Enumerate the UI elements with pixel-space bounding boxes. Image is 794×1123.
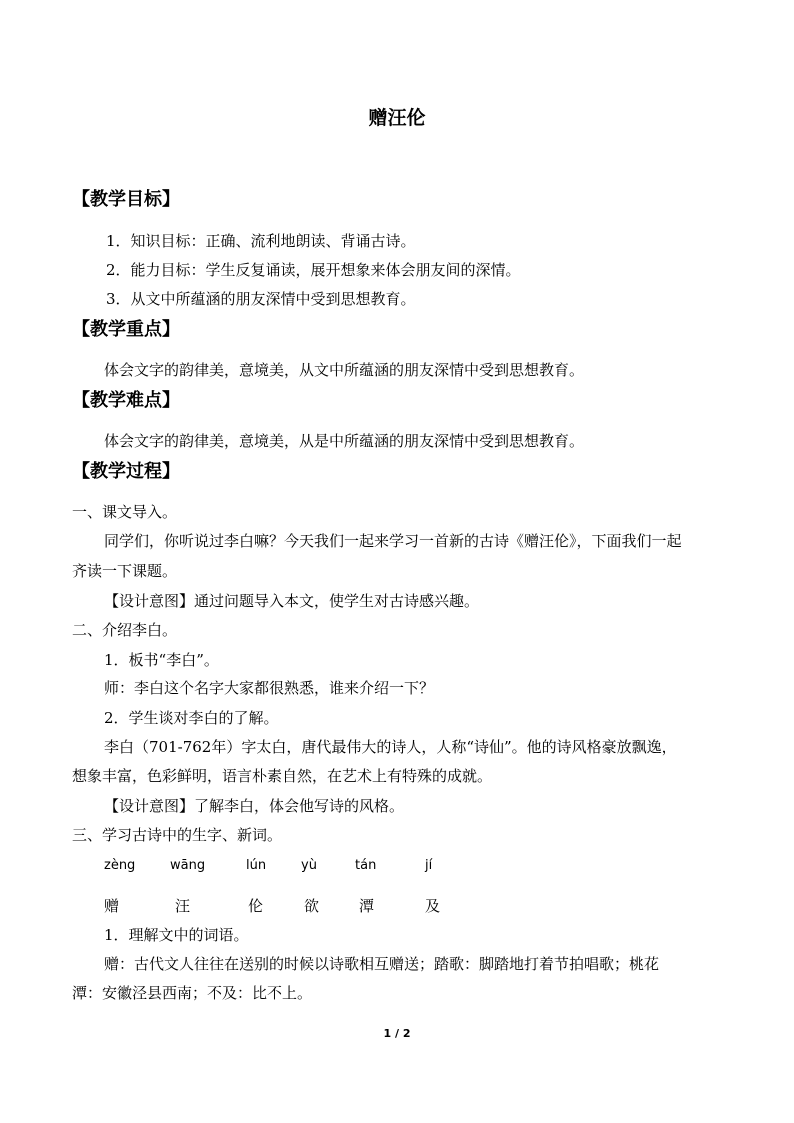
goal-item-1: 1．知识目标：正确、流利地朗读、背诵古诗。 bbox=[106, 232, 416, 250]
part1-design-intent: 【设计意图】通过问题导入本文，使学生对古诗感兴趣。 bbox=[104, 592, 480, 610]
char-lun: 伦 bbox=[248, 897, 264, 915]
char-yu: 欲 bbox=[304, 897, 320, 915]
part2-step2: 2．学生谈对李白的了解。 bbox=[104, 709, 279, 727]
pinyin-yu: yù bbox=[301, 858, 317, 873]
difficulties-text: 体会文字的韵律美，意境美，从是中所蕴涵的朋友深情中受到思想教育。 bbox=[104, 432, 585, 450]
section-heading-goals: 【教学目标】 bbox=[72, 189, 180, 210]
part3-step1: 1．理解文中的词语。 bbox=[104, 926, 249, 944]
char-tan: 潭 bbox=[359, 897, 375, 915]
pinyin-tan: tán bbox=[355, 858, 377, 873]
goal-item-2: 2．能力目标：学生反复诵读，展开想象来体会朋友间的深情。 bbox=[106, 261, 521, 279]
part2-bio-line2: 想象丰富，色彩鲜明，语言朴素自然，在艺术上有特殊的成就。 bbox=[72, 767, 493, 785]
part2-teacher-line: 师：李白这个名字大家都很熟悉，谁来介绍一下？ bbox=[104, 679, 435, 697]
part2-bio-line1: 李白（701-762年）字太白，唐代最伟大的诗人，人称“诗仙”。他的诗风格豪放飘逸， bbox=[104, 738, 677, 756]
part3-words-line2: 潭：安徽泾县西南；不及：比不上。 bbox=[72, 984, 313, 1002]
part2-step1: 1．板书“李白”。 bbox=[104, 651, 219, 669]
part3-words-line1: 赠：古代文人往往在送别的时候以诗歌相互赠送；踏歌：脚踏地打着节拍唱歌；桃花 bbox=[104, 955, 660, 973]
char-wang: 汪 bbox=[175, 897, 191, 915]
section-heading-difficulties: 【教学难点】 bbox=[72, 390, 180, 411]
key-points-text: 体会文字的韵律美，意境美，从文中所蕴涵的朋友深情中受到思想教育。 bbox=[104, 361, 585, 379]
part1-line1: 同学们，你听说过李白嘛？今天我们一起来学习一首新的古诗《赠汪伦》，下面我们一起 bbox=[104, 532, 682, 550]
part1-title: 一、课文导入。 bbox=[72, 503, 178, 521]
char-ji: 及 bbox=[425, 897, 441, 915]
pinyin-ji: jí bbox=[425, 858, 433, 873]
pinyin-lun: lún bbox=[246, 858, 267, 873]
part3-title: 三、学习古诗中的生字、新词。 bbox=[72, 826, 283, 844]
pinyin-zeng: zèng bbox=[104, 858, 136, 873]
pinyin-wang: wāng bbox=[170, 858, 206, 873]
part1-line2: 齐读一下课题。 bbox=[72, 562, 178, 580]
goal-item-3: 3．从文中所蕴涵的朋友深情中受到思想教育。 bbox=[106, 290, 416, 308]
part2-title: 二、介绍李白。 bbox=[72, 621, 178, 639]
section-heading-key-points: 【教学重点】 bbox=[72, 319, 180, 340]
part2-design-intent: 【设计意图】了解李白，体会他写诗的风格。 bbox=[104, 797, 405, 815]
char-zeng: 赠 bbox=[104, 897, 120, 915]
page-number: 1 / 2 bbox=[383, 1027, 411, 1040]
document-title: 赠汪伦 bbox=[368, 107, 426, 129]
section-heading-process: 【教学过程】 bbox=[72, 461, 180, 482]
